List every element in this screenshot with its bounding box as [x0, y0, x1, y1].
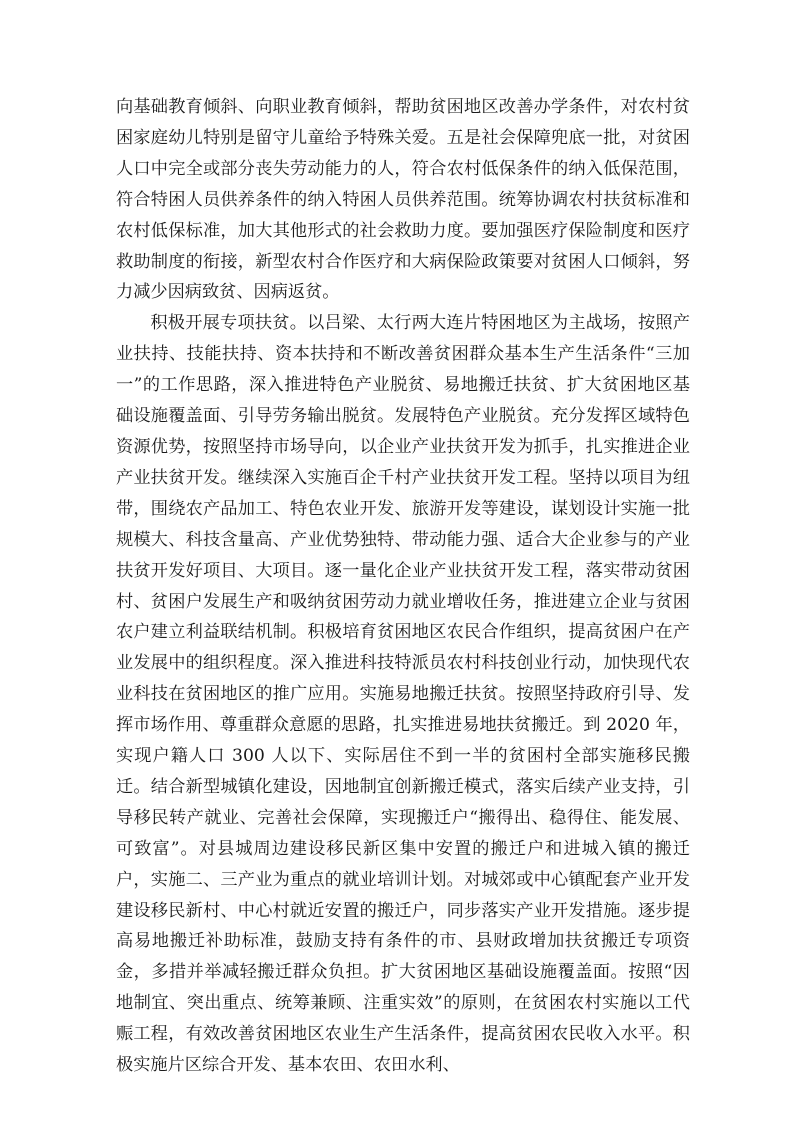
paragraph-continuation: 向基础教育倾斜、向职业教育倾斜，帮助贫困地区改善办学条件，对农村贫困家庭幼儿特别是留守儿童给予特殊关爱。五是社会保障兜底一批，对贫困人口中完全或部分丧失劳动能力的人，符合农村低保条件的纳入低保范围，符合特困人员供养条件的纳入特困人员供养范围。统筹协调农村扶贫标准和农村低保标准，加大其他形式的社会救助力度。要加强医疗保险制度和医疗救助制度的衔接，新型农村合作医疗和大病保险政策要对贫困人口倾斜，努力减少因病致贫、因病返贫。	[116, 97, 690, 303]
paragraph-special-poverty-alleviation: 积极开展专项扶贫。以吕梁、太行两大连片特困地区为主战场，按照产业扶持、技能扶持、资本扶持和不断改善贫困群众基本生产生活条件“三加一”的工作思路，深入推进特色产业脱贫、易地搬迁扶贫、扩大贫困地区基础设施覆盖面、引导劳务输出脱贫。发展特色产业脱贫。充分发挥区域特色资源优势，按照坚持市场导向，以企业产业扶贫开发为抓手，扎实推进企业产业扶贫开发。继续深入实施百企千村产业扶贫开发工程。坚持以项目为纽带，围绕农产品加工、特色农业开发、旅游开发等建设，谋划设计实施一批规模大、科技含量高、产业优势独特、带动能力强、适合大企业参与的产业扶贫开发好项目、大项目。逐一量化企业产业扶贫开发工程，落实带动贫困村、贫困户发展生产和吸纳贫困劳动力就业增收任务，推进建立企业与贫困农户建立利益联结机制。积极培育贫困地区农民合作组织，提高贫困户在产业发展中的组织程度。深入推进科技特派员农村科技创业行动，加快现代农业科技在贫困地区的推广应用。实施易地搬迁扶贫。按照坚持政府引导、发挥市场作用、尊重群众意愿的思路，扎实推进易地扶贫搬迁。到 2020 年，实现户籍人口 300 人以下、实际居住不到一半的贫困村全部实施移民搬迁。结合新型城镇化建设，因地制宜创新搬迁模式，落实后续产业支持，引导移民转产就业、完善社会保障，实现搬迁户“搬得出、稳得住、能发展、可致富”。对县城周边建设移民新区集中安置的搬迁户和进城入镇的搬迁户，实施二、三产业为重点的就业培训计划。对城郊或中心镇配套产业开发建设移民新村、中心村就近安置的搬迁户，同步落实产业开发措施。逐步提高易地搬迁补助标准，鼓励支持有条件的市、县财政增加扶贫搬迁专项资金，多措并举减轻搬迁群众负担。扩大贫困地区基础设施覆盖面。按照“因地制宜、突出重点、统筹兼顾、注重实效”的原则，在贫困农村实施以工代赈工程，有效改善贫困地区农业生产生活条件，提高贫困农民收入水平。积极实施片区综合开发、基本农田、农田水利、	[116, 313, 690, 1076]
document-body	[116, 92, 690, 1081]
